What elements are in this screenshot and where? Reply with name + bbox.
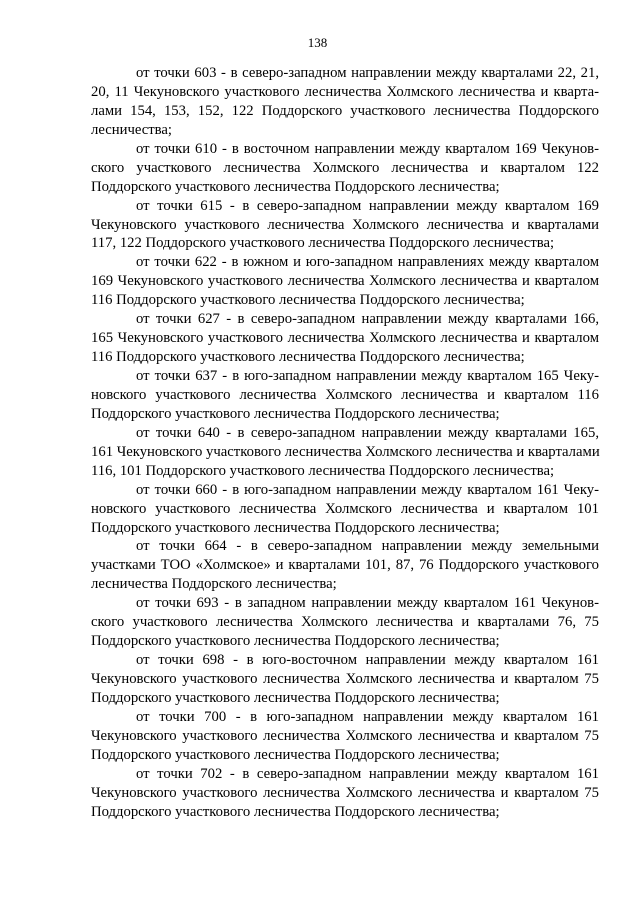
text-line: лами 154, 153, 152, 122 Поддорского участкового лесничества Поддорского [91, 102, 599, 119]
page-number: 138 [307, 35, 328, 50]
text-line: Поддорского участкового лесничества Поддорского лесничества; [91, 633, 500, 650]
paragraph [91, 310, 599, 367]
text-line: от точки 637 - в юго-западном направлении между кварталом 165 Чеку- [136, 368, 599, 384]
text-line: Чекуновского участкового лесничества Холмского лесничества и кварталом 75 [91, 784, 599, 801]
text-line: Поддорского участкового лесничества Поддорского лесничества; [91, 178, 500, 195]
text-line: 116, 101 Поддорского участкового лесничества Поддорского лесничества; [91, 462, 555, 479]
paragraph [91, 765, 599, 822]
text-line: от точки 610 - в восточном направлении между кварталом 169 Чекунов- [136, 140, 599, 157]
text-line: Чекуновского участкового лесничества Холмского лесничества и кварталами [91, 216, 599, 233]
text-line: Чекуновского участкового лесничества Холмского лесничества и кварталом 75 [91, 727, 599, 744]
text-line: ского участкового лесничества Холмского лесничества и кварталом 122 [91, 159, 599, 176]
text-line: 20, 11 Чекуновского участкового лесничества Холмского лесничества и кварта- [91, 83, 599, 100]
paragraph [91, 481, 599, 538]
paragraph [91, 708, 599, 765]
text-line: от точки 640 - в северо-западном направлении между кварталами 165, [136, 424, 599, 441]
text-line: от точки 615 - в северо-западном направлении между кварталом 169 [136, 197, 599, 214]
body-text [91, 64, 599, 822]
text-line: Поддорского участкового лесничества Поддорского лесничества; [91, 746, 500, 763]
text-line: 117, 122 Поддорского участкового лесничества Поддорского лесничества; [91, 235, 555, 252]
text-line: новского участкового лесничества Холмского лесничества и кварталом 116 [91, 386, 599, 403]
text-line: лесничества Поддорского лесничества; [91, 576, 337, 593]
paragraph [91, 253, 599, 310]
paragraph [91, 537, 599, 594]
text-line: от точки 700 - в юго-западном направлении между кварталом 161 [136, 708, 599, 725]
text-line: от точки 698 - в юго-восточном направлении между кварталом 161 [136, 652, 599, 669]
paragraph [91, 64, 599, 140]
text-line: 161 Чекуновского участкового лесничества Холмского лесничества и кварталами [91, 443, 600, 460]
text-line: 169 Чекуновского участкового лесничества Холмского лесничества и кварталом [91, 273, 599, 290]
text-line: от точки 622 - в южном и юго-западном направлениях между кварталом [136, 254, 599, 271]
text-line: от точки 664 - в северо-западном направлении между земельными [136, 538, 599, 555]
text-line: от точки 603 - в северо-западном направлении между кварталами 22, 21, [136, 65, 599, 81]
text-line: от точки 702 - в северо-западном направлении между кварталом 161 [136, 765, 599, 782]
text-line: 165 Чекуновского участкового лесничества Холмского лесничества и кварталом [91, 330, 599, 347]
text-line: участками ТОО «Холмское» и кварталами 101, 87, 76 Поддорского участкового [91, 557, 599, 574]
text-line: Поддорского участкового лесничества Поддорского лесничества; [91, 519, 500, 536]
paragraph [91, 594, 599, 651]
paragraph [91, 197, 599, 254]
text-line: от точки 693 - в западном направлении между кварталом 161 Чекунов- [136, 595, 599, 612]
text-line: от точки 660 - в юго-западном направлении между кварталом 161 Чеку- [136, 481, 599, 498]
text-line: ского участкового лесничества Холмского лесничества и кварталами 76, 75 [91, 614, 599, 631]
text-line: 116 Поддорского участкового лесничества Поддорского лесничества; [91, 292, 525, 309]
text-line: от точки 627 - в северо-западном направлении между кварталами 166, [136, 311, 599, 328]
paragraph [91, 140, 599, 197]
text-line: лесничества; [91, 121, 173, 138]
text-line: Поддорского участкового лесничества Поддорского лесничества; [91, 803, 500, 820]
text-line: Чекуновского участкового лесничества Холмского лесничества и кварталом 75 [91, 671, 599, 687]
text-line: Поддорского участкового лесничества Поддорского лесничества; [91, 689, 500, 706]
text-line: 116 Поддорского участкового лесничества Поддорского лесничества; [91, 349, 525, 366]
paragraph [91, 424, 599, 481]
text-line: новского участкового лесничества Холмского лесничества и кварталом 101 [91, 500, 599, 517]
text-line: Поддорского участкового лесничества Поддорского лесничества; [91, 405, 500, 422]
paragraph [91, 651, 599, 708]
paragraph [91, 367, 599, 424]
